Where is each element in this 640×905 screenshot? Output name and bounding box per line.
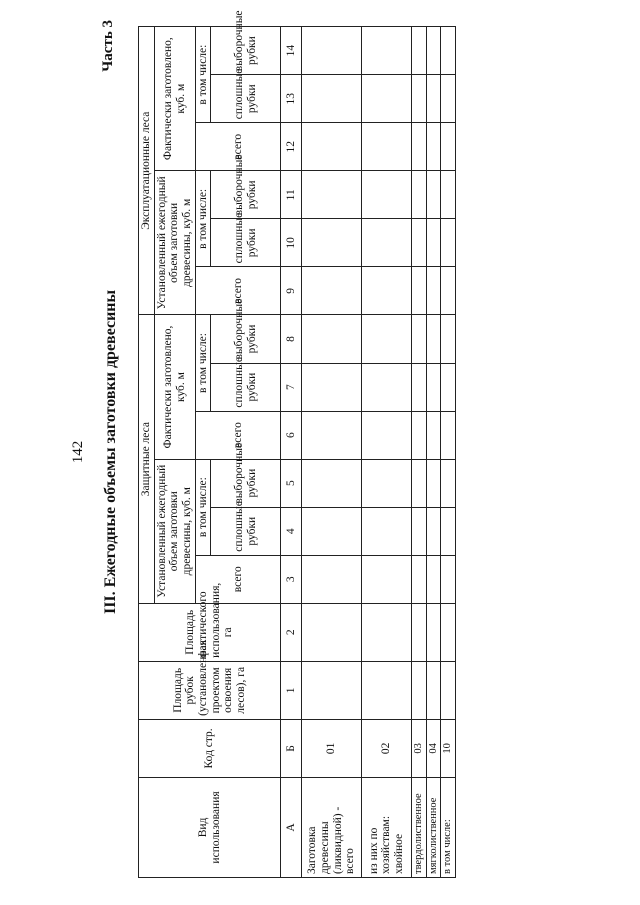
- col-number: 4: [281, 507, 302, 555]
- header-v-tom-chisle: в том числе:: [195, 315, 211, 411]
- table-row: [302, 27, 362, 878]
- col-number: 14: [281, 27, 302, 75]
- col-number: 12: [281, 123, 302, 171]
- header-ustanovlenny-z: Установленный ежегодный объем заготовки древесины, куб. м: [154, 459, 195, 603]
- section-title: III. Ежегодные объемы заготовки древесины: [102, 289, 119, 615]
- header-vsego: всего: [195, 267, 281, 315]
- col-number: 8: [281, 315, 302, 363]
- col-number: 6: [281, 411, 302, 459]
- header-ploshad-fakt: Площадь фактического использования, га: [139, 603, 281, 661]
- col-number: 5: [281, 459, 302, 507]
- col-number: 11: [281, 171, 302, 219]
- col-number: 1: [281, 661, 302, 719]
- header-sploshnye: сплошные рубки: [211, 363, 281, 411]
- header-zashchitnye: Защитные леса: [139, 315, 155, 603]
- header-ekspluatacionnye: Эксплуатационные леса: [139, 27, 155, 315]
- header-vsego: всего: [195, 411, 281, 459]
- header-v-tom-chisle: в том числе:: [195, 27, 211, 123]
- row-label: в том числе:: [441, 777, 456, 877]
- part-label: Часть 3: [100, 20, 116, 72]
- header-vyborochnye: выборочные рубки: [211, 459, 281, 507]
- header-vyborochnye: выборочные рубки: [211, 171, 281, 219]
- col-number: 9: [281, 267, 302, 315]
- row-label: твердолиственное: [412, 777, 427, 877]
- header-vsego: всего: [195, 123, 281, 171]
- col-number: 3: [281, 555, 302, 603]
- col-number: 7: [281, 363, 302, 411]
- header-fakticheski-z: Фактически заготовлено, куб. м: [154, 315, 195, 459]
- row-code: 01: [302, 719, 362, 777]
- col-number: Б: [281, 719, 302, 777]
- row-label: Заготовка древесины (ликвидной) - всего: [302, 777, 362, 877]
- header-sploshnye: сплошные рубки: [211, 75, 281, 123]
- header-fakticheski-e: Фактически заготовлено, куб. м: [154, 27, 195, 171]
- col-number: 13: [281, 75, 302, 123]
- page-number: 142: [70, 440, 86, 464]
- row-code: 10: [441, 719, 456, 777]
- col-number: 2: [281, 603, 302, 661]
- row-code: 03: [412, 719, 427, 777]
- row-label: мягколиственное: [426, 777, 441, 877]
- rotated-page: [40, 12, 600, 892]
- row-label: из них по хозяйствам: хвойное: [362, 777, 412, 877]
- table-row: [441, 27, 456, 878]
- header-v-tom-chisle: в том числе:: [195, 459, 211, 555]
- header-v-tom-chisle: в том числе:: [195, 171, 211, 267]
- row-code: 02: [362, 719, 412, 777]
- header-sploshnye: сплошные рубки: [211, 507, 281, 555]
- row-code: 04: [426, 719, 441, 777]
- header-ustanovlenny-e: Установленный ежегодный объем заготовки древесины, куб. м: [154, 171, 195, 315]
- header-kod: Код стр.: [139, 719, 281, 777]
- header-vyborochnye: выборочные рубки: [211, 27, 281, 75]
- col-number: 10: [281, 219, 302, 267]
- table-row: [362, 27, 412, 878]
- table-row: [426, 27, 441, 878]
- harvest-volume-table: [138, 10, 456, 878]
- col-number: А: [281, 777, 302, 877]
- header-vid: Вид использования: [139, 777, 281, 877]
- header-ploshad-rubok: Площадь рубок (установленная проектом освоения лесов), га: [139, 661, 281, 719]
- header-vyborochnye: выборочные рубки: [211, 315, 281, 363]
- column-number-row: [281, 27, 302, 878]
- table-row: [412, 27, 427, 878]
- header-sploshnye: сплошные рубки: [211, 219, 281, 267]
- header-vsego: всего: [195, 555, 281, 603]
